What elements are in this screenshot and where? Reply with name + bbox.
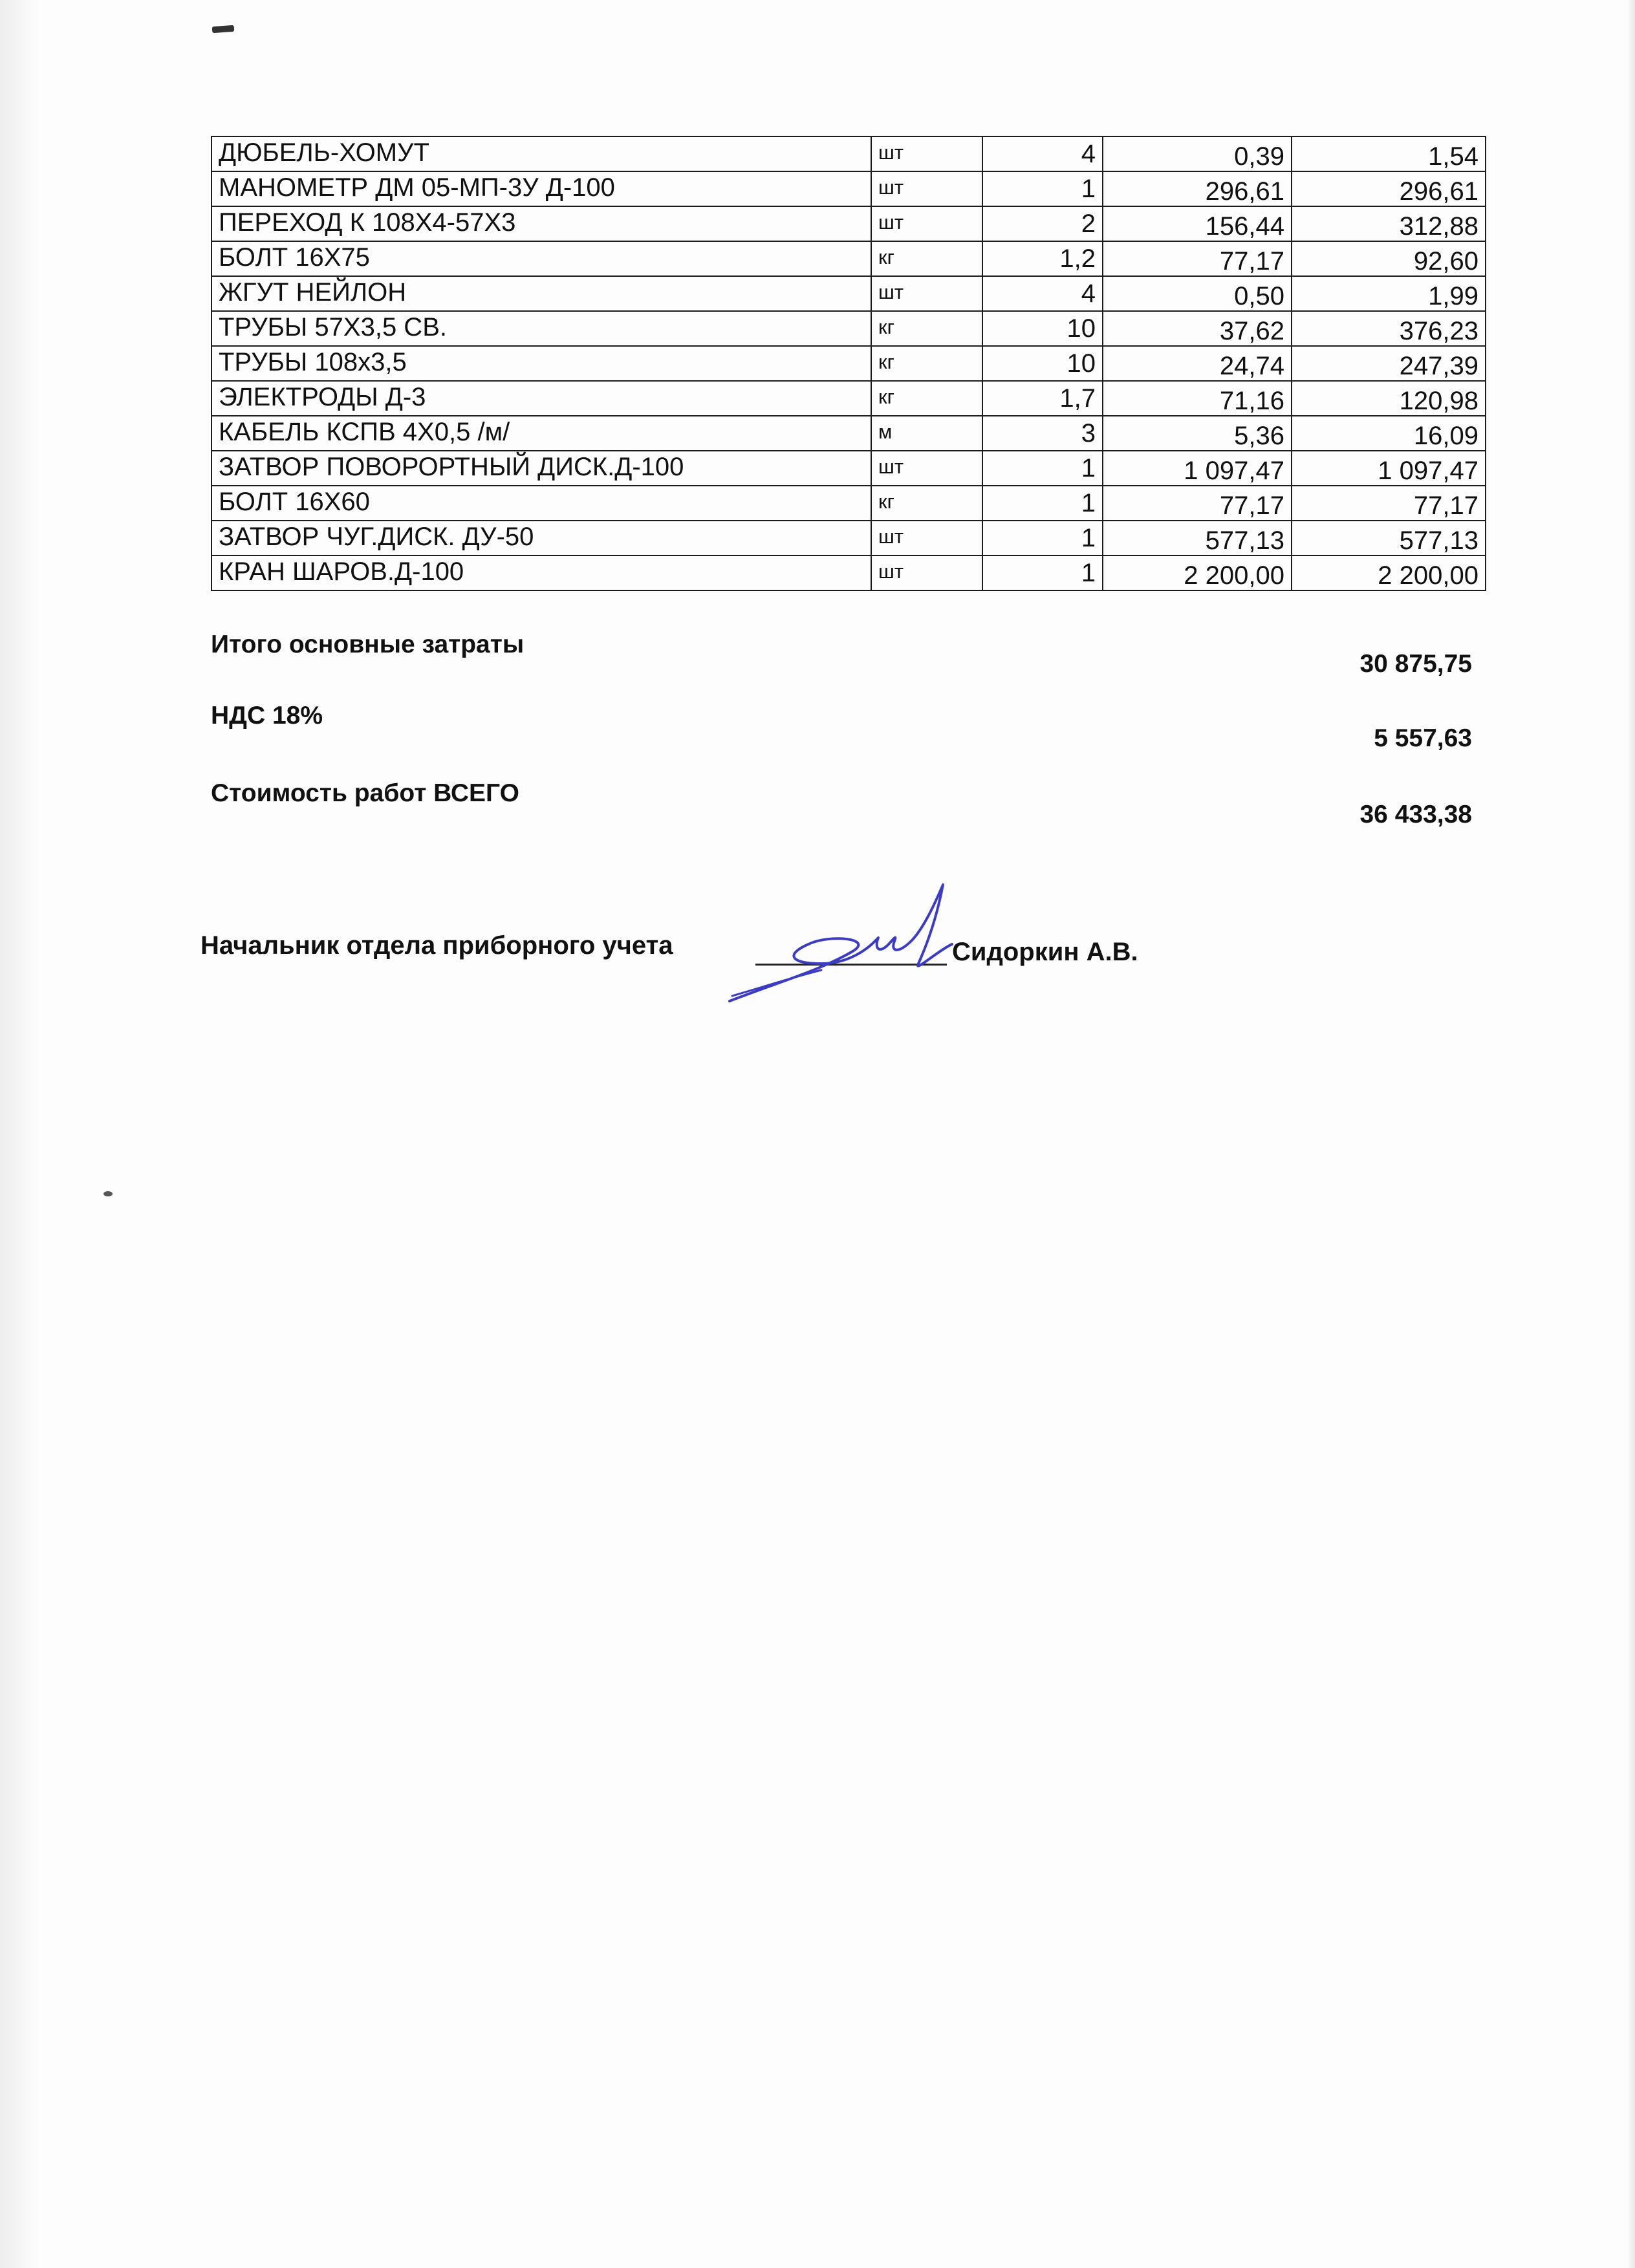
total-label: Итого основные затраты xyxy=(211,631,525,658)
item-name-cell: МАНОМЕТР ДМ 05-МП-3У Д-100 xyxy=(211,171,871,206)
item-quantity-cell: 2 xyxy=(982,206,1103,241)
item-quantity-cell: 1 xyxy=(982,451,1103,486)
item-price-cell: 24,74 xyxy=(1103,346,1292,381)
item-name-cell: ПЕРЕХОД К 108Х4-57Х3 xyxy=(211,206,871,241)
item-quantity-cell: 4 xyxy=(982,276,1103,311)
vat-label: НДС 18% xyxy=(211,702,323,729)
table-row xyxy=(211,521,1486,556)
item-quantity-cell: 10 xyxy=(982,346,1103,381)
item-unit-cell: шт xyxy=(871,556,982,590)
item-price-cell: 77,17 xyxy=(1103,241,1292,276)
item-name-cell: ЗАТВОР ЧУГ.ДИСК. ДУ-50 xyxy=(211,521,871,556)
table-row xyxy=(211,206,1486,241)
item-quantity-cell: 3 xyxy=(982,416,1103,451)
table-row xyxy=(211,276,1486,311)
item-sum-cell: 77,17 xyxy=(1292,486,1486,521)
item-quantity-cell: 1 xyxy=(982,521,1103,556)
item-quantity-cell: 10 xyxy=(982,311,1103,346)
item-unit-cell: м xyxy=(871,416,982,451)
item-sum-cell: 577,13 xyxy=(1292,521,1486,556)
item-unit-cell: кг xyxy=(871,311,982,346)
item-price-cell: 0,50 xyxy=(1103,276,1292,311)
item-unit-cell: шт xyxy=(871,521,982,556)
item-unit-cell: шт xyxy=(871,276,982,311)
item-sum-cell: 1,99 xyxy=(1292,276,1486,311)
item-unit-cell: шт xyxy=(871,136,982,171)
scan-edge xyxy=(1627,0,1635,2268)
item-price-cell: 577,13 xyxy=(1103,521,1292,556)
table-row xyxy=(211,486,1486,521)
item-quantity-cell: 4 xyxy=(982,136,1103,171)
table-row xyxy=(211,556,1486,590)
item-quantity-cell: 1 xyxy=(982,171,1103,206)
item-name-cell: ЖГУТ НЕЙЛОН xyxy=(211,276,871,311)
total-value: 30 875,75 xyxy=(1359,650,1472,678)
scan-speck xyxy=(103,1191,113,1196)
item-sum-cell: 120,98 xyxy=(1292,381,1486,416)
item-price-cell: 0,39 xyxy=(1103,136,1292,171)
item-name-cell: ДЮБЕЛЬ-ХОМУТ xyxy=(211,136,871,171)
signatory-name: Сидоркин А.В. xyxy=(952,938,1138,966)
scan-shadow xyxy=(0,0,39,2268)
table-row xyxy=(211,451,1486,486)
item-name-cell: ЗАТВОР ПОВОРОРТНЫЙ ДИСК.Д-100 xyxy=(211,451,871,486)
item-price-cell: 296,61 xyxy=(1103,171,1292,206)
item-sum-cell: 296,61 xyxy=(1292,171,1486,206)
item-price-cell: 5,36 xyxy=(1103,416,1292,451)
item-unit-cell: кг xyxy=(871,241,982,276)
table-row xyxy=(211,381,1486,416)
item-price-cell: 37,62 xyxy=(1103,311,1292,346)
staple-mark xyxy=(212,25,235,33)
grand-total-value: 36 433,38 xyxy=(1359,801,1472,828)
item-sum-cell: 2 200,00 xyxy=(1292,556,1486,590)
table-row xyxy=(211,171,1486,206)
table-row xyxy=(211,241,1486,276)
table-row xyxy=(211,416,1486,451)
table-row xyxy=(211,346,1486,381)
item-sum-cell: 92,60 xyxy=(1292,241,1486,276)
item-unit-cell: кг xyxy=(871,486,982,521)
item-unit-cell: шт xyxy=(871,451,982,486)
item-sum-cell: 1,54 xyxy=(1292,136,1486,171)
item-quantity-cell: 1,7 xyxy=(982,381,1103,416)
item-unit-cell: шт xyxy=(871,206,982,241)
item-name-cell: ТРУБЫ 108х3,5 xyxy=(211,346,871,381)
item-price-cell: 2 200,00 xyxy=(1103,556,1292,590)
item-price-cell: 156,44 xyxy=(1103,206,1292,241)
signatory-position: Начальник отдела приборного учета xyxy=(200,931,673,960)
item-sum-cell: 376,23 xyxy=(1292,311,1486,346)
grand-total-label: Стоимость работ ВСЕГО xyxy=(211,779,519,807)
vat-value: 5 557,63 xyxy=(1374,724,1472,752)
item-sum-cell: 16,09 xyxy=(1292,416,1486,451)
item-price-cell: 71,16 xyxy=(1103,381,1292,416)
item-sum-cell: 312,88 xyxy=(1292,206,1486,241)
item-name-cell: БОЛТ 16Х75 xyxy=(211,241,871,276)
table-row xyxy=(211,311,1486,346)
table-row xyxy=(211,136,1486,171)
item-unit-cell: шт xyxy=(871,171,982,206)
item-price-cell: 1 097,47 xyxy=(1103,451,1292,486)
item-unit-cell: кг xyxy=(871,381,982,416)
item-unit-cell: кг xyxy=(871,346,982,381)
item-sum-cell: 247,39 xyxy=(1292,346,1486,381)
item-sum-cell: 1 097,47 xyxy=(1292,451,1486,486)
materials-table-body xyxy=(211,136,1486,590)
item-name-cell: ЭЛЕКТРОДЫ Д-3 xyxy=(211,381,871,416)
item-price-cell: 77,17 xyxy=(1103,486,1292,521)
item-quantity-cell: 1 xyxy=(982,556,1103,590)
item-name-cell: ТРУБЫ 57Х3,5 СВ. xyxy=(211,311,871,346)
materials-table xyxy=(211,136,1486,591)
item-quantity-cell: 1 xyxy=(982,486,1103,521)
item-name-cell: БОЛТ 16Х60 xyxy=(211,486,871,521)
item-name-cell: КАБЕЛЬ КСПВ 4Х0,5 /м/ xyxy=(211,416,871,451)
item-name-cell: КРАН ШАРОВ.Д-100 xyxy=(211,556,871,590)
item-quantity-cell: 1,2 xyxy=(982,241,1103,276)
